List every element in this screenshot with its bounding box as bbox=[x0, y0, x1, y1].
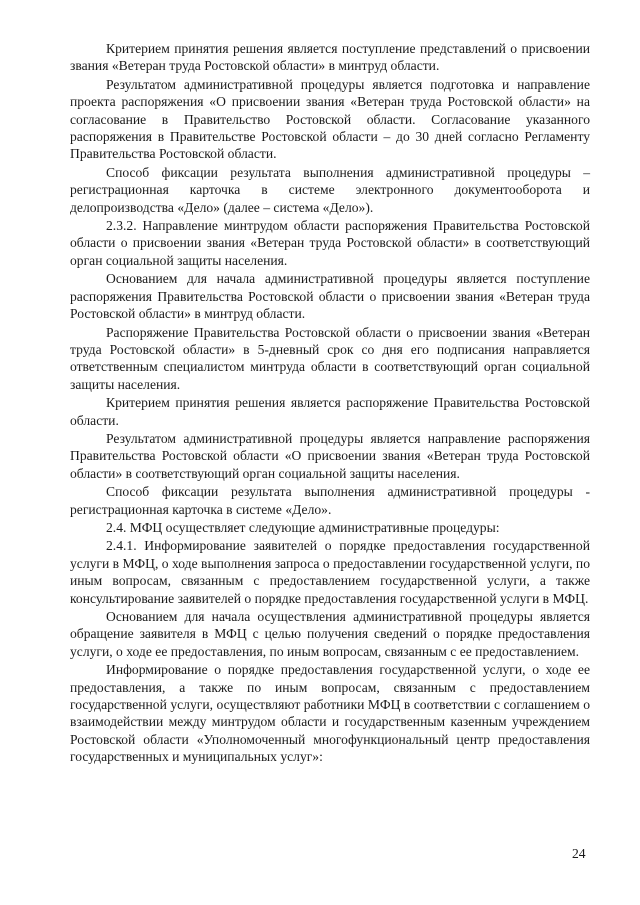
document-body bbox=[70, 40, 590, 767]
page-number: 24 bbox=[572, 846, 586, 861]
paragraph: Критерием принятия решения является распоряжение Правительства Ростовской области. bbox=[70, 395, 590, 428]
paragraph: Основанием для начала административной процедуры является поступление распоряжения Правительства Ростовской области о присвоении звания «Ветеран труда Ростовской области» в минтруд области. bbox=[70, 271, 590, 322]
paragraph: Способ фиксации результата выполнения административной процедуры - регистрационная карточка в системе «Дело». bbox=[70, 484, 590, 517]
paragraph: Критерием принятия решения является поступление представлений о присвоении звания «Ветеран труда Ростовской области» в минтруд области. bbox=[70, 41, 590, 74]
paragraph: Информирование о порядке предоставления государственной услуги, о ходе ее предоставления, а также по иным вопросам, связанным с предоставлением государственной услуги, осуществляют работники МФЦ в соответствии с соглашением о взаимодействии между минтрудом области и государственным казенным учреждением Ростовской области «Уполномоченный многофункциональный центр предоставления государственных и муниципальных услуг»: bbox=[70, 662, 590, 765]
section-heading-2-3-2: 2.3.2. Направление минтрудом области распоряжения Правительства Ростовской области о присвоении звания «Ветеран труда Ростовской области» в соответствующий орган социальной защиты населения. bbox=[70, 218, 590, 268]
paragraph: Распоряжение Правительства Ростовской области о присвоении звания «Ветеран труда Ростовской области» в 5-дневный срок со дня его подписания направляется ответственным специалистом минтруда области в соответствующий орган социальной защиты населения. bbox=[70, 324, 590, 392]
paragraph: Результатом административной процедуры является направление распоряжения Правительства Ростовской области «О присвоении звания «Ветеран труда Ростовской области» в соответствующий орган социальной защиты населения. bbox=[70, 430, 590, 481]
paragraph: Основанием для начала осуществления административной процедуры является обращение заявителя в МФЦ с целью получения сведений о порядке предоставления услуги, о ходе ее предоставления, по иным вопросам, связанным с ее предоставлением. bbox=[70, 609, 590, 659]
paragraph: Результатом административной процедуры является подготовка и направление проекта распоряжения «О присвоении звания «Ветеран труда Ростовской области» на согласование в Правительство Ростовской области. Согласование указанного распоряжения в Правительстве Ростовской области – до 30 дней согласно Регламенту Правительства Ростовской области. bbox=[70, 76, 590, 162]
section-heading-2-4-1: 2.4.1. Информирование заявителей о порядке предоставления государственной услуги в МФЦ, о ходе выполнения запроса о предоставлении государственной услуги, по иным вопросам, связанным с предоставлением государственной услуги, а также консультирование заявителей о порядке предоставления государственной услуги в МФЦ. bbox=[70, 538, 590, 606]
section-heading-2-4: 2.4. МФЦ осуществляет следующие административные процедуры: bbox=[106, 519, 500, 535]
paragraph: Способ фиксации результата выполнения административной процедуры – регистрационная карточка в системе электронного документооборота и делопроизводства «Дело» (далее – система «Дело»). bbox=[70, 164, 590, 215]
